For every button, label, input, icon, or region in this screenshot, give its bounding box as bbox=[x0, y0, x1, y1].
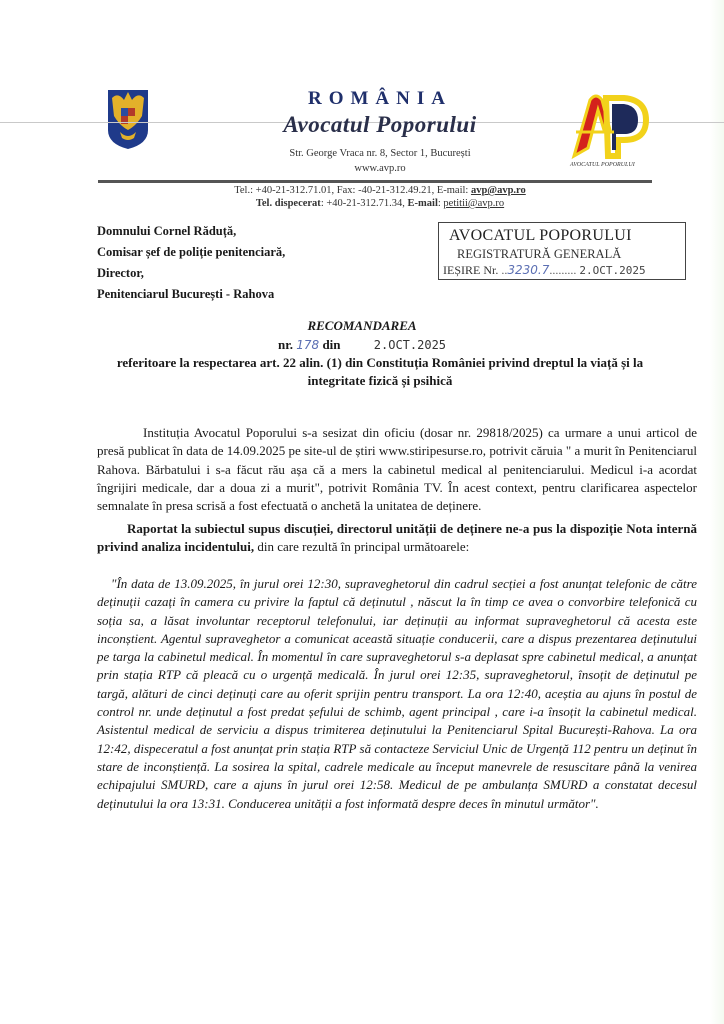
scan-edge-tint bbox=[710, 0, 724, 1024]
stamp-exit-line: IEȘIRE Nr. ..3230.7......... 2.OCT.2025 bbox=[443, 263, 646, 277]
body-paragraph-1: Instituția Avocatul Poporului s-a sesizat din oficiu (dosar nr. 29818/2025) ca urmare a unui articol de presă publicat în data de 14.09.2025 pe site-ul de știri www.stiripesurse.ro, potrivit căruia " a murit în Penitenciarul Rahova. Bărbatului i s-a făcut rău așa că a mers la cabinetul medical al penitenciarului. Medicul i-a acordat îngrijiri medicale, dar a doua zi a murit", potrivit România TV. În acest context, pentru clarificarea aspectelor semnalate în presa scrisă a fost efectuată o anchetă la unitatea de deținere. bbox=[97, 425, 697, 514]
recommendation-subject: referitoare la respectarea art. 22 alin. (1) din Constituția României privind dreptul la viață și la integritate fizică și psihică bbox=[116, 355, 644, 388]
paragraph-2-rest: din care rezultă în principal următoarele: bbox=[257, 539, 470, 555]
body-paragraph-2 bbox=[97, 520, 697, 557]
ap-logo bbox=[566, 90, 656, 170]
institution-website[interactable]: www.avp.ro bbox=[354, 163, 406, 174]
dispatch-email-label: E-mail bbox=[407, 198, 438, 209]
paragraph-2-bold: Raportat la subiectul supus discuției, directorul unității de deținere ne-a pus la dispoziție Nota internă privind analiza incidentului, bbox=[97, 521, 697, 555]
coat-of-arms-logo bbox=[106, 86, 150, 150]
header-thick-rule bbox=[98, 180, 652, 183]
nr-label: nr. bbox=[277, 337, 294, 352]
recipient-institution: Penitenciarul București - Rahova bbox=[97, 287, 275, 301]
body-quote-paragraph: "În data de 13.09.2025, în jurul orei 12:30, supraveghetorul din cadrul secției a fost anunțat telefonic de către deținuții cazați în camera cu privire la faptul că deținutul , născut la în timp ce avea o convorbire telefonică cu soția sa, a lăsat involuntar receptorul telefonului, iar deținuții au informat supraveghetorul că acesta este inconștient. Agentul supraveghetor a comunicat această situație conducerii, care a dispus prezentarea deținutului pe targa la cabinetul medical. În momentul în care supraveghetorul s-a deplasat spre cabinetul medical, a anunțat prin stația RTP că pleacă cu o urgență medicală. În jurul orei 12:35, supraveghetorul, însoțit de deținutul pe targă, alături de cinci deținuți care au oferit sprijin pentru transport. La ora 12:40, aceștia au ajuns în postul de control nr. unde deținutul a fost predat șefului de schimb, agent principal , care i-a însoțit la cabinetul medical. Asistentul medical de serviciu a dispus trimiterea deținutului la Penitenciarul Spital București-Rahova. La ora 12:42, dispeceratul a fost anunțat prin stația RTP să contacteze Serviciul Unic de Urgență 112 pentru un deținut în stare de inconștiență. La sosirea la spital, cadrele medicale au început manevrele de resuscitare până la venirea echipajului SMURD, care a ajuns în jurul orei 12:58. Medicul de pe ambulanța SMURD a constatat decesul deținutului la ora 13:31. Conducerea unității a fost informată despre deces în minutul următor". bbox=[97, 576, 697, 811]
recipient-name: Domnului Cornel Răduță, bbox=[97, 224, 237, 238]
contact-line-1 bbox=[120, 185, 640, 196]
dispatch-phone: : +40-21-312.71.34, bbox=[320, 198, 408, 209]
stamp-registration-number: 3230.7 bbox=[507, 263, 550, 277]
petitions-email-link[interactable]: petitii@avp.ro bbox=[443, 198, 505, 209]
registry-stamp bbox=[438, 222, 686, 280]
din-label: din bbox=[322, 337, 341, 352]
institution-title: Avocatul Poporului bbox=[283, 112, 477, 137]
dispatch-label: Tel. dispecerat bbox=[255, 198, 321, 209]
stamp-date: 2.OCT.2025 bbox=[579, 264, 646, 277]
stamp-institution: AVOCATUL POPORULUI bbox=[449, 227, 632, 244]
recipient-role: Director, bbox=[97, 266, 144, 280]
country-title: ROMÂNIA bbox=[308, 88, 452, 109]
contact-email-link[interactable]: avp@avp.ro bbox=[470, 185, 526, 196]
recommendation-date: 2.OCT.2025 bbox=[373, 338, 447, 352]
recipient-rank: Comisar șef de poliție penitenciară, bbox=[97, 245, 286, 259]
stamp-exit-label: IEȘIRE Nr. bbox=[443, 263, 499, 277]
contact-line-2: Tel. dispecerat: +40-21-312.71.34, E-mail: petitii@avp.ro bbox=[255, 198, 505, 209]
stamp-registry: REGISTRATURĂ GENERALĂ bbox=[457, 247, 622, 261]
contact-phone-fax: Tel.: +40-21-312.71.01, Fax: -40-21-312.49.21, E-mail: bbox=[234, 185, 471, 196]
recommendation-number-line bbox=[0, 337, 724, 353]
institution-address: Str. George Vraca nr. 8, Sector 1, București bbox=[289, 148, 471, 159]
ap-logo-caption: AVOCATUL POPORULUI bbox=[570, 162, 635, 168]
recommendation-title: RECOMANDAREA bbox=[307, 318, 417, 333]
recommendation-number: 178 bbox=[296, 338, 320, 352]
recipient-block bbox=[97, 221, 285, 305]
